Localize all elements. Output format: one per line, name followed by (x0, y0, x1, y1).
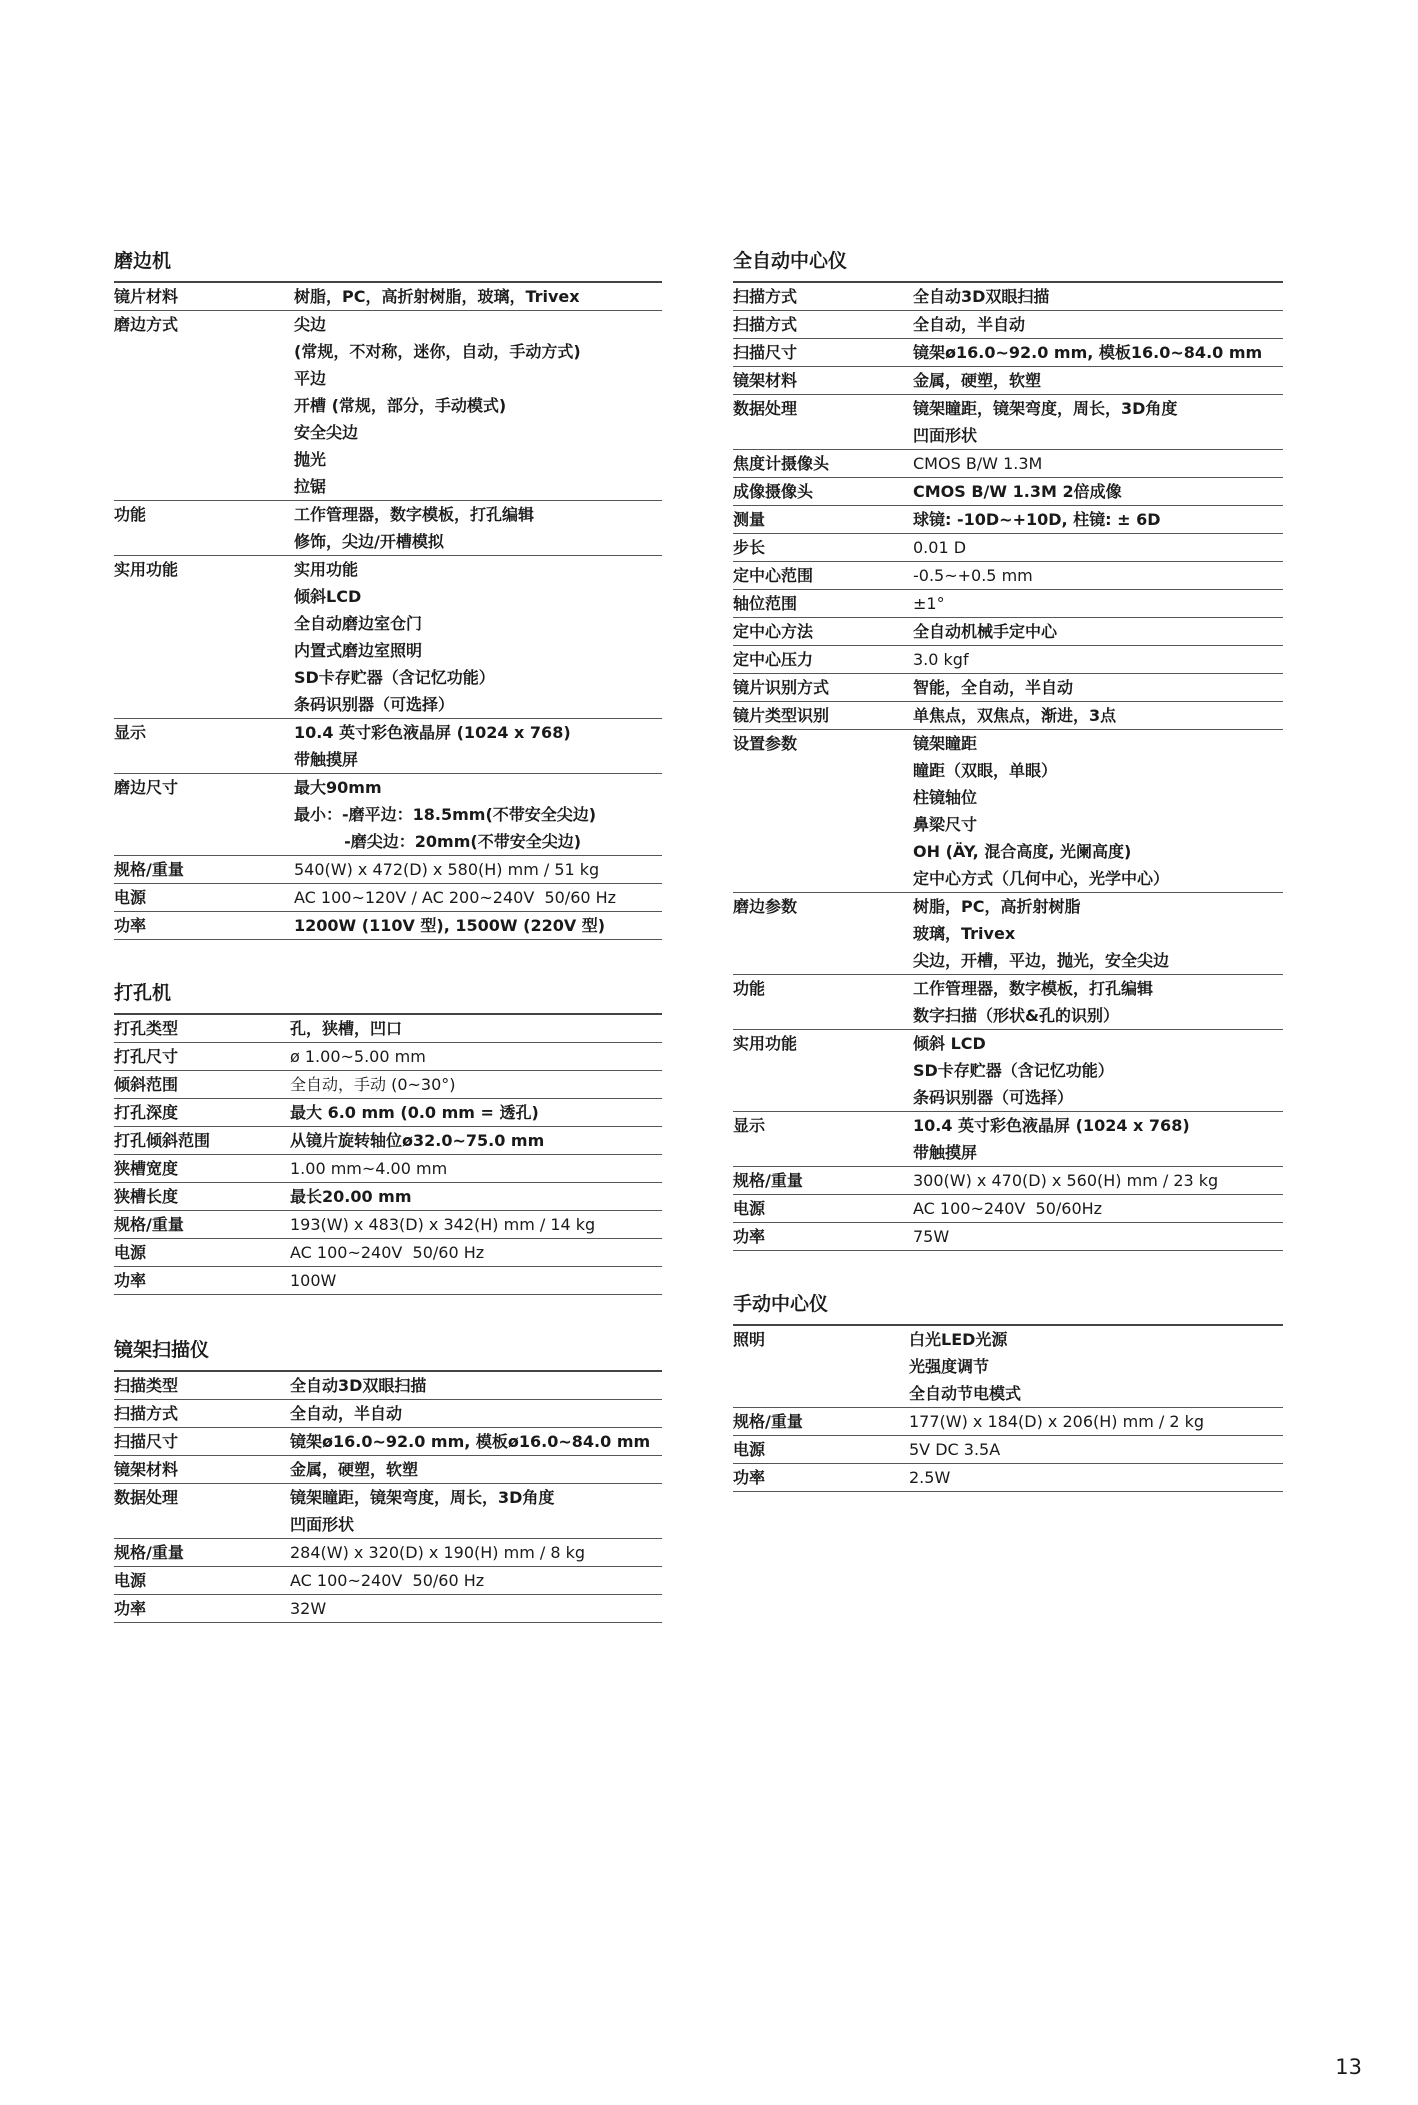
spec-label: 电源 (114, 1571, 147, 1590)
spec-value (294, 719, 662, 773)
spec-value (290, 1267, 662, 1294)
spec-value-line: 实用功能 (294, 560, 359, 579)
spec-row (114, 556, 662, 719)
spec-label: 照明 (733, 1330, 766, 1349)
spec-value (290, 1099, 662, 1126)
spec-value-line: 修饰，尖边/开槽模拟 (294, 532, 444, 551)
spec-section (733, 248, 1283, 1251)
spec-label: 定中心方法 (733, 622, 814, 641)
spec-label: 扫描方式 (733, 287, 798, 306)
section-title: 镜架扫描仪 (114, 1337, 662, 1372)
spec-value (913, 283, 1283, 310)
spec-value-line: 定中心方式（几何中心，光学中心） (913, 869, 1170, 888)
spec-value-line: AC 100~240V 50/60 Hz (290, 1243, 485, 1262)
spec-label: 扫描尺寸 (733, 343, 798, 362)
spec-value (913, 1030, 1283, 1111)
spec-value-line: 玻璃，Trivex (913, 924, 1016, 943)
spec-row (733, 311, 1283, 339)
spec-value-line: 540(W) x 472(D) x 580(H) mm / 51 kg (294, 860, 600, 879)
spec-value (913, 506, 1283, 533)
spec-section (733, 1291, 1283, 1492)
spec-value-line: 抛光 (294, 450, 327, 469)
spec-row (733, 534, 1283, 562)
spec-value (913, 646, 1283, 673)
section-title: 打孔机 (114, 980, 662, 1015)
spec-value (913, 1195, 1283, 1222)
spec-label: 磨边尺寸 (114, 778, 179, 797)
spec-row (733, 1408, 1283, 1436)
spec-value (290, 1400, 662, 1427)
spec-value-line: 瞳距（双眼，单眼） (913, 761, 1058, 780)
spec-label: 功率 (114, 916, 147, 935)
spec-label: 焦度计摄像头 (733, 454, 830, 473)
spec-value (290, 1155, 662, 1182)
spec-label: 显示 (733, 1116, 766, 1135)
spec-value-line: 75W (913, 1227, 950, 1246)
spec-label: 狭槽长度 (114, 1187, 179, 1206)
spec-row (114, 1567, 662, 1595)
spec-value (294, 283, 662, 310)
spec-row (733, 590, 1283, 618)
spec-value (290, 1428, 662, 1455)
spec-value (909, 1408, 1283, 1435)
spec-label: 镜片材料 (114, 287, 179, 306)
spec-value (913, 395, 1283, 449)
spec-row (114, 501, 662, 556)
spec-row (114, 856, 662, 884)
spec-value-line: 1.00 mm~4.00 mm (290, 1159, 448, 1178)
spec-value-line: 金属，硬塑，软塑 (290, 1460, 419, 1479)
spec-label: 功能 (114, 505, 147, 524)
spec-value (913, 702, 1283, 729)
spec-value-line: 全自动3D双眼扫描 (913, 287, 1050, 306)
spec-value (913, 478, 1283, 505)
spec-label: 扫描方式 (114, 1404, 179, 1423)
spec-value (913, 339, 1283, 366)
spec-value-line: -0.5~+0.5 mm (913, 566, 1033, 585)
spec-row (733, 646, 1283, 674)
spec-label: 打孔深度 (114, 1103, 179, 1122)
spec-label: 规格/重量 (114, 1215, 184, 1234)
spec-value-line: 从镜片旋转轴位ø32.0~75.0 mm (290, 1131, 545, 1150)
spec-value (294, 556, 662, 718)
left-column (114, 248, 662, 1623)
spec-row (114, 311, 662, 501)
spec-value-line: 安全尖边 (294, 423, 359, 442)
spec-label: 电源 (114, 888, 147, 907)
spec-value-line: 球镜: -10D~+10D, 柱镜: ± 6D (913, 510, 1161, 529)
spec-value (909, 1326, 1283, 1407)
spec-label: 扫描类型 (114, 1376, 179, 1395)
spec-row (114, 1267, 662, 1295)
spec-section (114, 980, 662, 1295)
spec-row (114, 884, 662, 912)
spec-row (114, 1456, 662, 1484)
spec-section (114, 248, 662, 940)
spec-value-line: SD卡存贮器（含记忆功能） (294, 668, 495, 687)
spec-row (114, 1428, 662, 1456)
spec-label: 功率 (114, 1271, 147, 1290)
spec-value-line: 开槽 (常规，部分，手动模式) (294, 396, 507, 415)
spec-row (114, 1211, 662, 1239)
spec-label: 磨边参数 (733, 897, 798, 916)
right-column (733, 248, 1283, 1492)
spec-value-line: 倾斜 LCD (913, 1034, 986, 1053)
spec-label: 镜片类型识别 (733, 706, 830, 725)
spec-value (294, 856, 662, 883)
spec-value-line: 凹面形状 (290, 1515, 355, 1534)
spec-value-line: 32W (290, 1599, 327, 1618)
spec-label: 电源 (733, 1440, 766, 1459)
section-title: 手动中心仪 (733, 1291, 1283, 1326)
spec-row (114, 1484, 662, 1539)
spec-value (290, 1484, 662, 1538)
spec-row (733, 975, 1283, 1030)
spec-value-line: 全自动节电模式 (909, 1384, 1022, 1403)
spec-value-line: CMOS B/W 1.3M 2倍成像 (913, 482, 1122, 501)
spec-value-line: 带触摸屏 (294, 750, 359, 769)
spec-value-line: 孔，狭槽，凹口 (290, 1019, 403, 1038)
spec-value-line: 内置式磨边室照明 (294, 641, 423, 660)
spec-value (913, 1223, 1283, 1250)
spec-value-line: 智能，全自动，半自动 (913, 678, 1074, 697)
spec-label: 实用功能 (114, 560, 179, 579)
spec-value-line: SD卡存贮器（含记忆功能） (913, 1061, 1114, 1080)
spec-value (290, 1567, 662, 1594)
spec-value-line: 全自动，手动 (0~30°) (290, 1075, 456, 1094)
spec-value (913, 674, 1283, 701)
spec-row (114, 1099, 662, 1127)
spec-row (114, 1071, 662, 1099)
spec-row (114, 1400, 662, 1428)
spec-value-line: 全自动磨边室仓门 (294, 614, 423, 633)
spec-value (909, 1436, 1283, 1463)
spec-label: 成像摄像头 (733, 482, 814, 501)
spec-row (114, 1183, 662, 1211)
spec-row (733, 1195, 1283, 1223)
spec-value (290, 1372, 662, 1399)
spec-value-line: 平边 (294, 369, 327, 388)
spec-row (733, 506, 1283, 534)
spec-value (294, 912, 662, 939)
spec-row (733, 893, 1283, 975)
spec-value-line: 柱镜轴位 (913, 788, 978, 807)
spec-label: 设置参数 (733, 734, 798, 753)
spec-label: 显示 (114, 723, 147, 742)
spec-row (733, 730, 1283, 893)
spec-value-line: AC 100~240V 50/60Hz (913, 1199, 1103, 1218)
spec-value-line: CMOS B/W 1.3M (913, 454, 1043, 473)
spec-row (114, 719, 662, 774)
spec-value-line: 拉锯 (294, 477, 327, 496)
spec-value (290, 1239, 662, 1266)
spec-value (290, 1015, 662, 1042)
spec-row (114, 1595, 662, 1623)
spec-value-line: 0.01 D (913, 538, 967, 557)
spec-value-line: 最长20.00 mm (290, 1187, 412, 1206)
spec-value-line: 鼻梁尺寸 (913, 815, 978, 834)
section-title: 磨边机 (114, 248, 662, 283)
spec-value (294, 311, 662, 500)
spec-value (290, 1595, 662, 1622)
spec-row (733, 450, 1283, 478)
spec-label: 功率 (733, 1227, 766, 1246)
spec-value-line: 10.4 英寸彩色液晶屏 (1024 x 768) (913, 1116, 1190, 1135)
spec-value (290, 1127, 662, 1154)
spec-value-line: 2.5W (909, 1468, 951, 1487)
spec-row (114, 283, 662, 311)
spec-value-line: 白光LED光源 (909, 1330, 1008, 1349)
spec-label: 功能 (733, 979, 766, 998)
spec-row (114, 1155, 662, 1183)
spec-value-line: 全自动3D双眼扫描 (290, 1376, 427, 1395)
spec-value (290, 1043, 662, 1070)
spec-label: 数据处理 (733, 399, 798, 418)
spec-row (114, 1239, 662, 1267)
spec-value-line: 300(W) x 470(D) x 560(H) mm / 23 kg (913, 1171, 1219, 1190)
spec-row (114, 1127, 662, 1155)
spec-row (733, 618, 1283, 646)
spec-row (733, 339, 1283, 367)
spec-value-line: 单焦点，双焦点，渐进，3点 (913, 706, 1117, 725)
spec-label: 镜架材料 (114, 1460, 179, 1479)
spec-value-line: 10.4 英寸彩色液晶屏 (1024 x 768) (294, 723, 571, 742)
spec-value-line: OH (ÄY, 混合高度, 光阑高度) (913, 842, 1132, 861)
spec-label: 打孔类型 (114, 1019, 179, 1038)
spec-value-line: 尖边，开槽，平边，抛光，安全尖边 (913, 951, 1170, 970)
spec-row (733, 702, 1283, 730)
spec-label: 镜架材料 (733, 371, 798, 390)
spec-value (290, 1539, 662, 1566)
spec-value-line: 3.0 kgf (913, 650, 969, 669)
spec-value-line: 条码识别器（可选择） (913, 1088, 1074, 1107)
spec-value-line: 镜架瞳距，镜架弯度，周长，3D角度 (913, 399, 1178, 418)
spec-row (114, 912, 662, 940)
spec-value (913, 893, 1283, 974)
spec-row (733, 1436, 1283, 1464)
spec-value-line: 倾斜LCD (294, 587, 362, 606)
spec-value-line: 177(W) x 184(D) x 206(H) mm / 2 kg (909, 1412, 1205, 1431)
spec-value (913, 450, 1283, 477)
spec-value-line: 条码识别器（可选择） (294, 695, 455, 714)
spec-value (913, 618, 1283, 645)
spec-label: 扫描方式 (733, 315, 798, 334)
spec-row (114, 774, 662, 856)
spec-value-line: 带触摸屏 (913, 1143, 978, 1162)
spec-value-line: 最大90mm (294, 778, 382, 797)
spec-value-line: ±1° (913, 594, 945, 613)
spec-label: 规格/重量 (114, 860, 184, 879)
spec-value (290, 1456, 662, 1483)
spec-value-line: 树脂，PC，高折射树脂 (913, 897, 1081, 916)
spec-value (913, 975, 1283, 1029)
spec-label: 定中心范围 (733, 566, 814, 585)
spec-row (733, 478, 1283, 506)
spec-row (733, 1112, 1283, 1167)
spec-label: 狭槽宽度 (114, 1159, 179, 1178)
spec-label: 打孔尺寸 (114, 1047, 179, 1066)
spec-value-line: 全自动机械手定中心 (913, 622, 1058, 641)
spec-label: 电源 (733, 1199, 766, 1218)
spec-row (114, 1015, 662, 1043)
spec-value-line: 尖边 (294, 315, 327, 334)
spec-row (733, 562, 1283, 590)
spec-value-line: 最大 6.0 mm (0.0 mm = 透孔) (290, 1103, 539, 1122)
spec-value-line: 光强度调节 (909, 1357, 990, 1376)
spec-label: 规格/重量 (733, 1171, 803, 1190)
spec-value (290, 1183, 662, 1210)
spec-value (290, 1211, 662, 1238)
spec-value-line: 镜架ø16.0~92.0 mm, 模板16.0~84.0 mm (913, 343, 1263, 362)
spec-label: 测量 (733, 510, 766, 529)
spec-label: 电源 (114, 1243, 147, 1262)
spec-row (114, 1372, 662, 1400)
spec-value-line: 工作管理器，数字模板，打孔编辑 (913, 979, 1154, 998)
spec-value (913, 1112, 1283, 1166)
spec-value-line: 全自动，半自动 (913, 315, 1026, 334)
spec-value (294, 884, 662, 911)
spec-value (913, 1167, 1283, 1194)
spec-value (294, 501, 662, 555)
spec-label: 轴位范围 (733, 594, 798, 613)
spec-label: 镜片识别方式 (733, 678, 830, 697)
spec-value-line: (常规，不对称，迷你，自动，手动方式) (294, 342, 581, 361)
spec-value (290, 1071, 662, 1098)
spec-value-line: 镜架瞳距 (913, 734, 978, 753)
spec-value (909, 1464, 1283, 1491)
spec-value (913, 311, 1283, 338)
spec-value-line: 凹面形状 (913, 426, 978, 445)
spec-section (114, 1337, 662, 1623)
spec-row (733, 367, 1283, 395)
spec-row (114, 1043, 662, 1071)
spec-value-line: 金属，硬塑，软塑 (913, 371, 1042, 390)
spec-value-line: AC 100~120V / AC 200~240V 50/60 Hz (294, 888, 617, 907)
spec-value (913, 730, 1283, 892)
spec-label: 规格/重量 (733, 1412, 803, 1431)
spec-value (913, 367, 1283, 394)
spec-value-line: 5V DC 3.5A (909, 1440, 1001, 1459)
spec-row (733, 283, 1283, 311)
spec-value-line: 镜架ø16.0~92.0 mm, 模板ø16.0~84.0 mm (290, 1432, 651, 1451)
spec-value-line: AC 100~240V 50/60 Hz (290, 1571, 485, 1590)
spec-label: 定中心压力 (733, 650, 814, 669)
spec-value-line: 工作管理器，数字模板，打孔编辑 (294, 505, 535, 524)
spec-value-line: 全自动，半自动 (290, 1404, 403, 1423)
spec-value (913, 562, 1283, 589)
spec-value (913, 534, 1283, 561)
spec-value (913, 590, 1283, 617)
spec-value-line: -磨尖边：20mm(不带安全尖边) (294, 832, 582, 851)
spec-value-line: ø 1.00~5.00 mm (290, 1047, 426, 1066)
spec-value-line: 100W (290, 1271, 337, 1290)
spec-label: 功率 (733, 1468, 766, 1487)
section-title: 全自动中心仪 (733, 248, 1283, 283)
spec-value-line: 1200W (110V 型), 1500W (220V 型) (294, 916, 606, 935)
spec-row (733, 1223, 1283, 1251)
spec-row (733, 395, 1283, 450)
spec-value-line: 284(W) x 320(D) x 190(H) mm / 8 kg (290, 1543, 586, 1562)
spec-value-line: 最小：-磨平边：18.5mm(不带安全尖边) (294, 805, 597, 824)
spec-row (733, 674, 1283, 702)
spec-label: 功率 (114, 1599, 147, 1618)
spec-row (733, 1464, 1283, 1492)
page-number: 13 (1335, 2055, 1362, 2079)
spec-label: 打孔倾斜范围 (114, 1131, 211, 1150)
spec-value-line: 数字扫描（形状&孔的识别） (913, 1006, 1119, 1025)
spec-value-line: 193(W) x 483(D) x 342(H) mm / 14 kg (290, 1215, 596, 1234)
spec-value (294, 774, 662, 855)
spec-label: 步长 (733, 538, 766, 557)
spec-label: 扫描尺寸 (114, 1432, 179, 1451)
spec-label: 规格/重量 (114, 1543, 184, 1562)
spec-row (733, 1030, 1283, 1112)
spec-label: 数据处理 (114, 1488, 179, 1507)
spec-label: 实用功能 (733, 1034, 798, 1053)
spec-label: 倾斜范围 (114, 1075, 179, 1094)
spec-value-line: 树脂，PC，高折射树脂，玻璃，Trivex (294, 287, 580, 306)
spec-value-line: 镜架瞳距，镜架弯度，周长，3D角度 (290, 1488, 555, 1507)
spec-row (733, 1326, 1283, 1408)
spec-label: 磨边方式 (114, 315, 179, 334)
spec-row (733, 1167, 1283, 1195)
spec-row (114, 1539, 662, 1567)
